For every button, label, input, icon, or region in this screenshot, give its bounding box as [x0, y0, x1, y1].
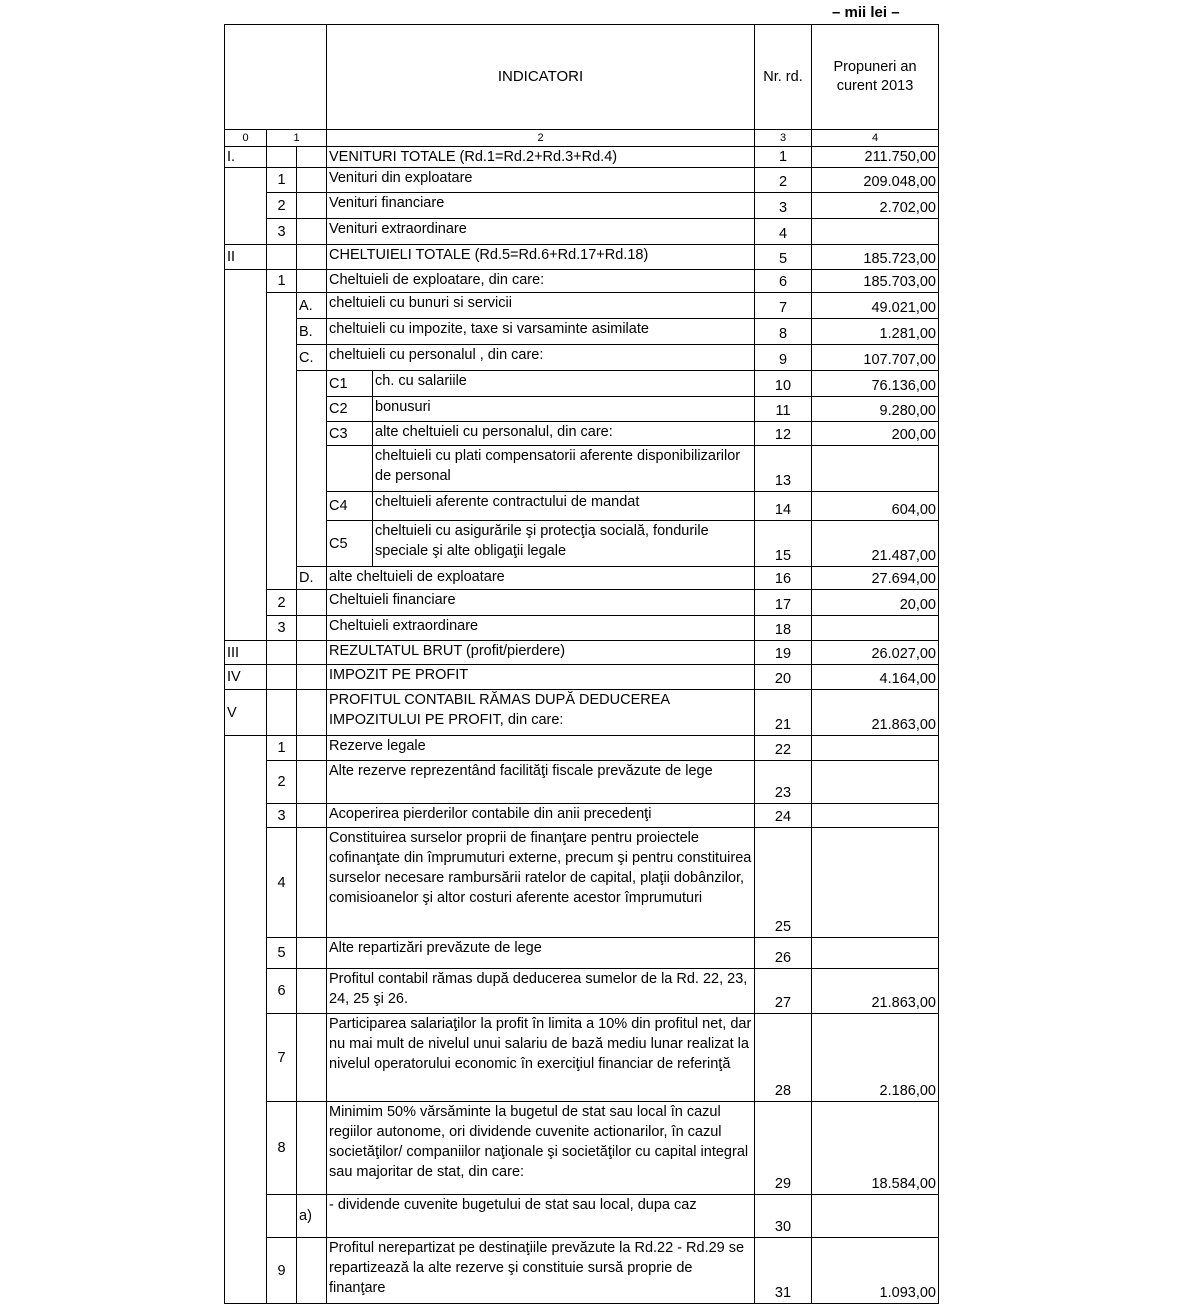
row-nr: 26: [755, 938, 812, 969]
row-letter: A.: [297, 293, 327, 319]
row-value: 185.703,00: [812, 270, 939, 293]
table-row: [225, 938, 939, 969]
row-nr: 6: [755, 270, 812, 293]
row-letter: C.: [297, 345, 327, 371]
col-index-4: 4: [812, 130, 939, 147]
row-indicator: Alte repartizări prevăzute de lege: [327, 938, 755, 969]
row-value: [812, 446, 939, 492]
row-nr: 20: [755, 665, 812, 690]
row-num: [267, 641, 297, 665]
row-letter: [297, 938, 327, 969]
row-nr: 8: [755, 319, 812, 345]
row-value: 18.584,00: [812, 1102, 939, 1195]
row-num: [267, 1195, 297, 1238]
row-indicator: cheltuieli cu bunuri si servicii: [327, 293, 755, 319]
table-row: [225, 828, 939, 938]
row-indicator: VENITURI TOTALE (Rd.1=Rd.2+Rd.3+Rd.4): [327, 147, 755, 168]
row-letter: [297, 1014, 327, 1102]
table-row: [225, 492, 939, 521]
row-nr: 30: [755, 1195, 812, 1238]
table-row: [225, 1014, 939, 1102]
table-row: [225, 969, 939, 1014]
row-value: 21.863,00: [812, 690, 939, 736]
table-row: [225, 245, 939, 270]
row-nr: 1: [755, 147, 812, 168]
table-row: [225, 590, 939, 616]
table-row: [225, 446, 939, 492]
row-value: 107.707,00: [812, 345, 939, 371]
row-value: 2.702,00: [812, 193, 939, 219]
table-row: [225, 665, 939, 690]
row-letter: [297, 1102, 327, 1195]
row-letter: [297, 193, 327, 219]
row-num: [267, 665, 297, 690]
row-indicator: cheltuieli cu plati compensatorii aferente disponibilizarilor de personal: [373, 446, 755, 492]
row-value: 211.750,00: [812, 147, 939, 168]
row-value: [812, 219, 939, 245]
row-indicator: Cheltuieli extraordinare: [327, 616, 755, 641]
row-num: 2: [267, 193, 297, 219]
row-indicator: bonusuri: [373, 397, 755, 422]
row-nr: 22: [755, 736, 812, 761]
row-roman: [225, 168, 267, 245]
row-nr: 29: [755, 1102, 812, 1195]
header-row: [225, 25, 939, 130]
row-letter: [297, 828, 327, 938]
row-value: 185.723,00: [812, 245, 939, 270]
row-value: [812, 616, 939, 641]
row-indicator: Venituri extraordinare: [327, 219, 755, 245]
row-nr: 14: [755, 492, 812, 521]
row-indicator: IMPOZIT PE PROFIT: [327, 665, 755, 690]
row-roman: [225, 270, 267, 641]
table-row: [225, 397, 939, 422]
row-nr: 2: [755, 168, 812, 193]
row-nr: 28: [755, 1014, 812, 1102]
row-sub-code: C2: [327, 397, 373, 422]
row-value: 9.280,00: [812, 397, 939, 422]
header-nr-rd: Nr. rd.: [755, 25, 812, 130]
table-row: [225, 219, 939, 245]
table-row: [225, 521, 939, 567]
row-letter: D.: [297, 567, 327, 590]
row-indicator: Venituri financiare: [327, 193, 755, 219]
row-nr: 3: [755, 193, 812, 219]
row-value: 26.027,00: [812, 641, 939, 665]
row-nr: 9: [755, 345, 812, 371]
row-letter: [297, 147, 327, 168]
row-value: [812, 804, 939, 828]
row-nr: 16: [755, 567, 812, 590]
row-letter: [297, 590, 327, 616]
row-num: 1: [267, 168, 297, 193]
row-indicator: ch. cu salariile: [373, 371, 755, 397]
table-row: [225, 193, 939, 219]
header-indicatori: INDICATORI: [327, 25, 755, 130]
row-letter: [297, 245, 327, 270]
row-indicator: Constituirea surselor proprii de finanţare pentru proiectele cofinanţate din împrumuturi externe, precum şi pentru constituirea surselor necesare rambursării ratelor de capital, plaţii dobânzilor, comisioanelor şi altor costuri aferente acestor împrumuturi: [327, 828, 755, 938]
col-index-3: 3: [755, 130, 812, 147]
row-num: 6: [267, 969, 297, 1014]
row-indicator: Venituri din exploatare: [327, 168, 755, 193]
row-value: 604,00: [812, 492, 939, 521]
row-num: 2: [267, 590, 297, 616]
row-nr: 24: [755, 804, 812, 828]
row-roman: I.: [225, 147, 267, 168]
row-letter: [297, 665, 327, 690]
table-row: [225, 168, 939, 193]
row-num: [267, 147, 297, 168]
row-num: 7: [267, 1014, 297, 1102]
row-indicator: alte cheltuieli cu personalul, din care:: [373, 422, 755, 446]
row-value: 200,00: [812, 422, 939, 446]
table-row: [225, 345, 939, 371]
table-row: [225, 641, 939, 665]
row-nr: 13: [755, 446, 812, 492]
table-row: [225, 371, 939, 397]
table-row: [225, 616, 939, 641]
row-value: 20,00: [812, 590, 939, 616]
row-value: 4.164,00: [812, 665, 939, 690]
row-num: 8: [267, 1102, 297, 1195]
row-value: [812, 761, 939, 804]
table-row: [225, 1238, 939, 1304]
row-roman: III: [225, 641, 267, 665]
row-nr: 17: [755, 590, 812, 616]
row-num: 3: [267, 804, 297, 828]
row-nr: 11: [755, 397, 812, 422]
table-row: [225, 147, 939, 168]
row-num: 9: [267, 1238, 297, 1304]
row-nr: 21: [755, 690, 812, 736]
row-letter: [297, 1238, 327, 1304]
row-indicator: Participarea salariaţilor la profit în limita a 10% din profitul net, dar nu mai mult de nivelul unui salariu de bază mediu lunar realizat la nivelul operatorului economic în exerciţiul financiar de referinţă: [327, 1014, 755, 1102]
row-indicator: PROFITUL CONTABIL RĂMAS DUPĂ DEDUCEREA IMPOZITULUI PE PROFIT, din care:: [327, 690, 755, 736]
row-sub-code: C1: [327, 371, 373, 397]
table-row: [225, 761, 939, 804]
row-letter: [297, 761, 327, 804]
row-num: 3: [267, 219, 297, 245]
row-nr: 31: [755, 1238, 812, 1304]
row-num: 5: [267, 938, 297, 969]
row-nr: 19: [755, 641, 812, 665]
col-index-1: 1: [267, 130, 327, 147]
row-letter: [297, 804, 327, 828]
row-num: 1: [267, 270, 297, 293]
table-row: [225, 1195, 939, 1238]
row-nr: 15: [755, 521, 812, 567]
row-indicator: Acoperirea pierderilor contabile din anii precedenţi: [327, 804, 755, 828]
table-row: [225, 1102, 939, 1195]
row-value: [812, 736, 939, 761]
row-indicator: REZULTATUL BRUT (profit/pierdere): [327, 641, 755, 665]
row-num: [267, 293, 297, 590]
row-letter: [297, 690, 327, 736]
row-indicator: Profitul contabil rămas după deducerea sumelor de la Rd. 22, 23, 24, 25 şi 26.: [327, 969, 755, 1014]
col-index-0: 0: [225, 130, 267, 147]
row-value: 21.863,00: [812, 969, 939, 1014]
row-letter: [297, 736, 327, 761]
row-roman: IV: [225, 665, 267, 690]
row-sub-code: [327, 446, 373, 492]
row-nr: 27: [755, 969, 812, 1014]
header-propuneri: Propuneri an curent 2013: [812, 25, 939, 130]
row-letter: [297, 371, 327, 567]
table-row: [225, 567, 939, 590]
table-row: [225, 690, 939, 736]
row-sub-code: C3: [327, 422, 373, 446]
row-indicator: alte cheltuieli de exploatare: [327, 567, 755, 590]
row-value: 1.093,00: [812, 1238, 939, 1304]
row-value: [812, 938, 939, 969]
row-nr: 10: [755, 371, 812, 397]
row-value: 49.021,00: [812, 293, 939, 319]
table-row: [225, 293, 939, 319]
column-index-row: [225, 130, 939, 147]
row-indicator: - dividende cuvenite bugetului de stat sau local, dupa caz: [327, 1195, 755, 1238]
row-letter: [297, 168, 327, 193]
row-indicator: Rezerve legale: [327, 736, 755, 761]
row-value: 209.048,00: [812, 168, 939, 193]
row-indicator: cheltuieli cu asigurările şi protecţia socială, fondurile speciale şi alte obligaţii legale: [373, 521, 755, 567]
table-row: [225, 736, 939, 761]
row-num: [267, 245, 297, 270]
row-indicator: Cheltuieli financiare: [327, 590, 755, 616]
row-indicator: cheltuieli aferente contractului de mandat: [373, 492, 755, 521]
row-indicator: Profitul nerepartizat pe destinaţiile prevăzute la Rd.22 - Rd.29 se repartizează la alte rezerve şi constituie sursă proprie de finanţare: [327, 1238, 755, 1304]
row-value: 27.694,00: [812, 567, 939, 590]
row-letter: [297, 616, 327, 641]
row-letter: B.: [297, 319, 327, 345]
row-letter: [297, 641, 327, 665]
budget-table: [224, 24, 939, 1304]
row-letter: a): [297, 1195, 327, 1238]
row-value: [812, 828, 939, 938]
row-num: 3: [267, 616, 297, 641]
row-nr: 23: [755, 761, 812, 804]
row-roman: II: [225, 245, 267, 270]
row-indicator: Cheltuieli de exploatare, din care:: [327, 270, 755, 293]
row-indicator: Alte rezerve reprezentând facilităţi fiscale prevăzute de lege: [327, 761, 755, 804]
table-row: [225, 270, 939, 293]
row-letter: [297, 969, 327, 1014]
row-indicator: Minimim 50% vărsăminte la bugetul de stat sau local în cazul regiilor autonome, ori dividende cuvenite actionarilor, în cazul societăţilor/ companiilor naţionale şi societăţilor cu capital integral sau majoritar de stat, din care:: [327, 1102, 755, 1195]
table-row: [225, 319, 939, 345]
row-roman: [225, 736, 267, 1304]
row-indicator: cheltuieli cu personalul , din care:: [327, 345, 755, 371]
row-num: [267, 690, 297, 736]
row-nr: 5: [755, 245, 812, 270]
row-indicator: CHELTUIELI TOTALE (Rd.5=Rd.6+Rd.17+Rd.18): [327, 245, 755, 270]
row-letter: [297, 270, 327, 293]
table-row: [225, 422, 939, 446]
row-nr: 18: [755, 616, 812, 641]
row-sub-code: C4: [327, 492, 373, 521]
row-letter: [297, 219, 327, 245]
row-nr: 7: [755, 293, 812, 319]
row-num: 2: [267, 761, 297, 804]
row-num: 1: [267, 736, 297, 761]
row-value: [812, 1195, 939, 1238]
header-blank: [225, 25, 327, 130]
unit-label: – mii lei –: [832, 4, 900, 21]
row-roman: V: [225, 690, 267, 736]
row-value: 21.487,00: [812, 521, 939, 567]
col-index-2: 2: [327, 130, 755, 147]
table-row: [225, 804, 939, 828]
row-value: 2.186,00: [812, 1014, 939, 1102]
row-indicator: cheltuieli cu impozite, taxe si varsaminte asimilate: [327, 319, 755, 345]
row-num: 4: [267, 828, 297, 938]
row-nr: 25: [755, 828, 812, 938]
row-nr: 4: [755, 219, 812, 245]
row-value: 76.136,00: [812, 371, 939, 397]
row-sub-code: C5: [327, 521, 373, 567]
row-nr: 12: [755, 422, 812, 446]
row-value: 1.281,00: [812, 319, 939, 345]
